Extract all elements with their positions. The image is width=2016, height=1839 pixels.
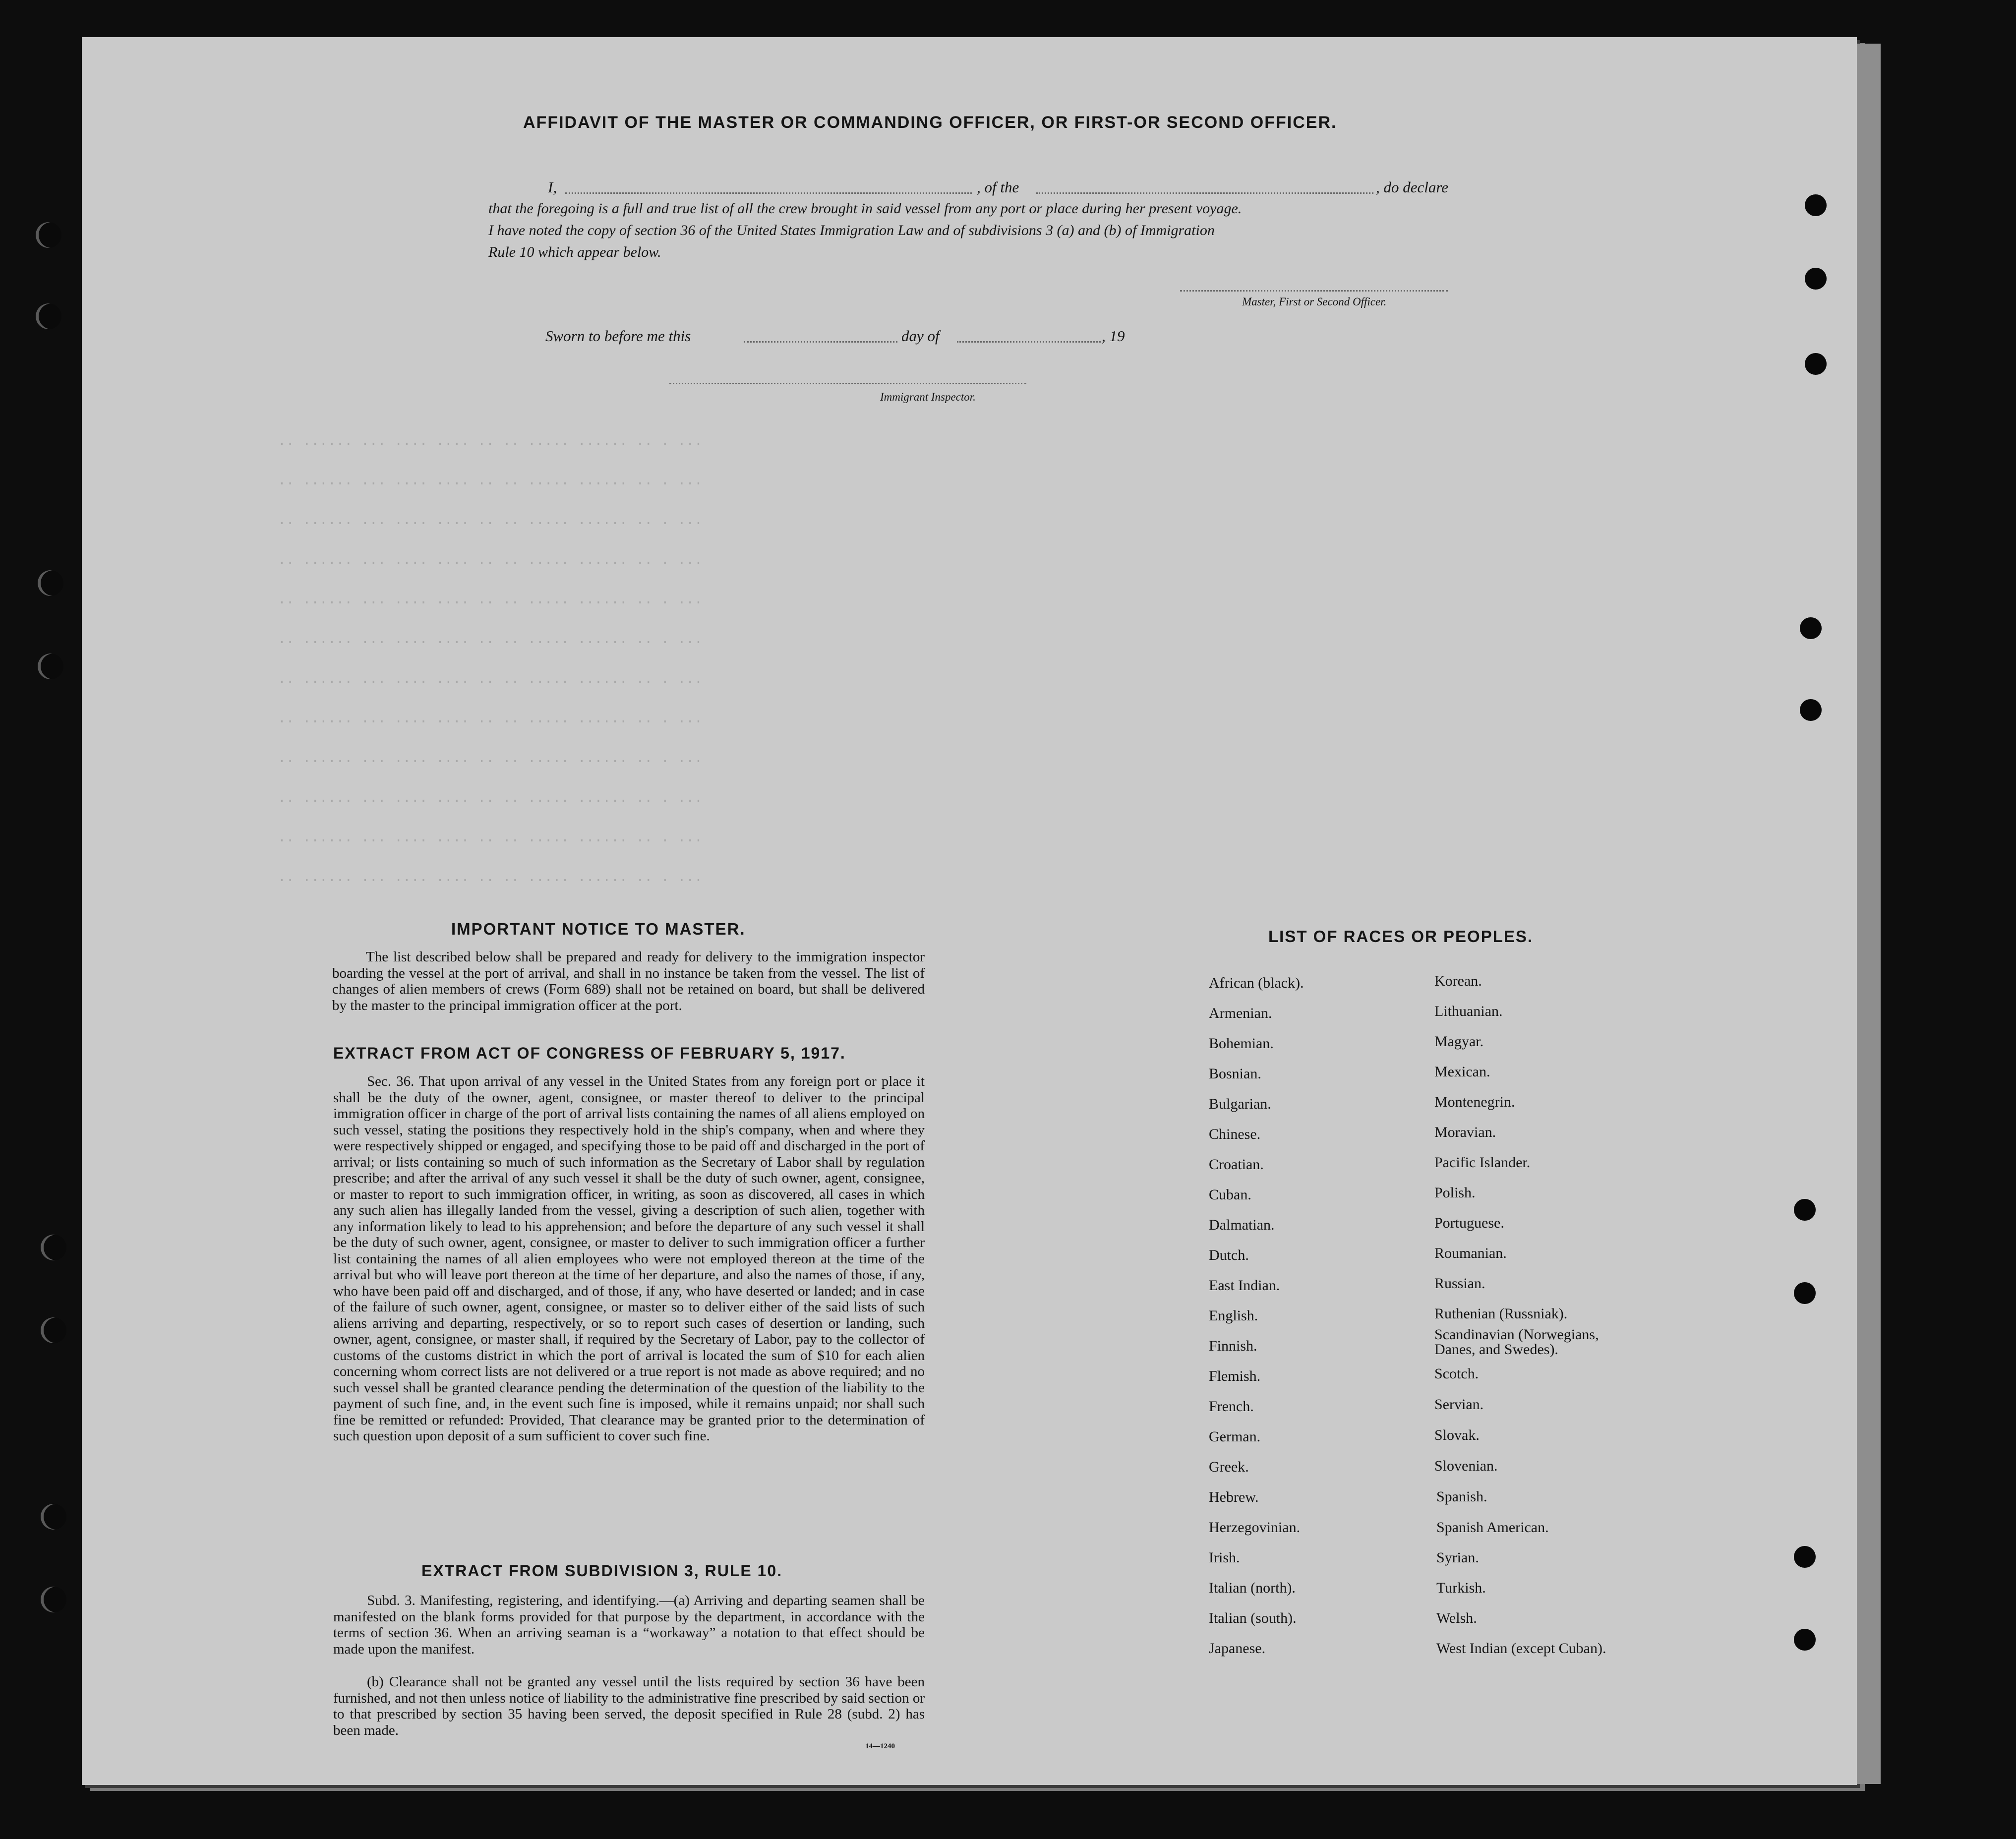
race-item: Italian (north). xyxy=(1209,1580,1296,1596)
race-item: West Indian (except Cuban). xyxy=(1436,1640,1606,1657)
punch-hole xyxy=(36,222,61,248)
punch-hole xyxy=(41,1235,66,1260)
vessel-blank[interactable] xyxy=(1036,192,1373,194)
sworn-text: Sworn to before me this xyxy=(545,327,691,345)
race-item: Korean. xyxy=(1434,973,1482,989)
sworn-month-blank[interactable] xyxy=(957,341,1101,343)
bleed-through: .. ...... ... .... .... .. .. ..... ...... .. . ... xyxy=(278,632,703,648)
race-item: African (black). xyxy=(1209,975,1304,991)
race-item: Greek. xyxy=(1209,1459,1249,1475)
race-item: Spanish American. xyxy=(1436,1519,1549,1536)
race-item: Moravian. xyxy=(1434,1124,1496,1140)
punch-hole xyxy=(1805,353,1827,375)
punch-hole xyxy=(41,1317,66,1343)
race-item: Bulgarian. xyxy=(1209,1096,1271,1112)
race-item: Montenegrin. xyxy=(1434,1094,1515,1110)
race-item: English. xyxy=(1209,1307,1258,1324)
race-item: Slovenian. xyxy=(1434,1458,1498,1474)
year-label: , 19 xyxy=(1102,327,1125,345)
bleed-through: .. ...... ... .... .... .. .. ..... ...... .. . ... xyxy=(278,791,703,806)
race-item: Scandinavian (Norwegians, Danes, and Swedes). xyxy=(1434,1326,1599,1358)
race-item: Russian. xyxy=(1434,1275,1485,1292)
punch-hole xyxy=(1800,617,1822,639)
race-item: Italian (south). xyxy=(1209,1610,1297,1626)
notice-title: IMPORTANT NOTICE TO MASTER. xyxy=(451,920,746,938)
race-item: French. xyxy=(1209,1398,1254,1415)
affidavit-title: AFFIDAVIT OF THE MASTER OR COMMANDING OFFICER, OR FIRST-OR SECOND OFFICER. xyxy=(523,113,1337,132)
race-item: Irish. xyxy=(1209,1549,1240,1566)
race-item: Hebrew. xyxy=(1209,1489,1259,1505)
bleed-through: .. ...... ... .... .... .. .. ..... ...... .. . ... xyxy=(278,474,703,489)
race-item: Magyar. xyxy=(1434,1033,1484,1050)
punch-hole xyxy=(1794,1546,1816,1568)
bleed-through: .. ...... ... .... .... .. .. ..... ...... .. . ... xyxy=(278,672,703,687)
affidavit-i-label: I, xyxy=(548,178,557,196)
rule-title: EXTRACT FROM SUBDIVISION 3, RULE 10. xyxy=(421,1562,783,1580)
inspector-label: Immigrant Inspector. xyxy=(880,391,976,403)
race-item: Portuguese. xyxy=(1434,1215,1504,1231)
race-item: Scotch. xyxy=(1434,1365,1479,1382)
signature-label: Master, First or Second Officer. xyxy=(1242,296,1387,308)
form-number: 14—1240 xyxy=(865,1742,895,1750)
race-item: Ruthenian (Russniak). xyxy=(1434,1305,1568,1322)
act-title: EXTRACT FROM ACT OF CONGRESS OF FEBRUARY 5, 1917. xyxy=(333,1044,846,1062)
bleed-through: .. ...... ... .... .... .. .. ..... ...... .. . ... xyxy=(278,831,703,846)
bleed-through: .. ...... ... .... .... .. .. ..... ...... .. . ... xyxy=(278,434,703,449)
race-item: Turkish. xyxy=(1436,1580,1486,1596)
race-item: Cuban. xyxy=(1209,1186,1251,1203)
rule-body-a: Subd. 3. Manifesting, registering, and identifying.—(a) Arriving and departing seamen shall be manifested on the blank forms provided for that purpose by the department, in accordance with the terms of section 36. When an arriving seaman is a “workaway” a notation to that effect should be made upon the manifest. xyxy=(333,1593,925,1657)
affidavit-declare-label: , do declare xyxy=(1376,178,1449,196)
sworn-day-blank[interactable] xyxy=(744,341,897,343)
punch-hole xyxy=(1805,268,1827,290)
affidavit-rule-line: Rule 10 which appear below. xyxy=(488,244,661,260)
bleed-through: .. ...... ... .... .... .. .. ..... ...... .. . ... xyxy=(278,553,703,568)
bleed-through: .. ...... ... .... .... .. .. ..... ...... .. . ... xyxy=(278,593,703,608)
punch-hole xyxy=(38,570,63,596)
race-item: German. xyxy=(1209,1428,1261,1445)
race-item: Spanish. xyxy=(1436,1488,1487,1505)
race-item: Servian. xyxy=(1434,1396,1484,1413)
race-item: Roumanian. xyxy=(1434,1245,1507,1261)
affidavit-noted-line: I have noted the copy of section 36 of the United States Immigration Law and of subdivisions 3 (a) and (b) of Immigration xyxy=(488,222,1215,238)
race-item: Bohemian. xyxy=(1209,1035,1274,1052)
signature-blank[interactable] xyxy=(1180,290,1448,292)
form-page xyxy=(82,37,1857,1785)
race-item: Chinese. xyxy=(1209,1126,1261,1142)
race-item: Flemish. xyxy=(1209,1368,1261,1384)
race-item: East Indian. xyxy=(1209,1277,1280,1294)
punch-hole xyxy=(1794,1629,1816,1651)
races-title: LIST OF RACES OR PEOPLES. xyxy=(1268,927,1534,946)
punch-hole xyxy=(41,1504,66,1530)
page-edge xyxy=(1857,44,1881,1784)
rule-body-b: (b) Clearance shall not be granted any vessel until the lists required by section 36 have been furnished, and not then unless notice of liability to the administrative fine prescribed by said section or to that prescribed by section 35 having been served, the deposit specified in Rule 28 (subd. 2) has been made. xyxy=(333,1674,925,1738)
race-item: Mexican. xyxy=(1434,1064,1490,1080)
punch-hole xyxy=(38,653,63,679)
race-item: Croatian. xyxy=(1209,1156,1264,1173)
punch-hole xyxy=(1794,1282,1816,1304)
race-item: Syrian. xyxy=(1436,1549,1479,1566)
bleed-through: .. ...... ... .... .... .. .. ..... ...... .. . ... xyxy=(278,712,703,727)
race-item: Dutch. xyxy=(1209,1247,1249,1263)
bleed-through: .. ...... ... .... .... .. .. ..... ...... .. . ... xyxy=(278,870,703,886)
inspector-signature-blank[interactable] xyxy=(669,383,1026,384)
race-item: Armenian. xyxy=(1209,1005,1272,1021)
affidavit-of-the-label: , of the xyxy=(977,178,1019,196)
punch-hole xyxy=(1805,194,1827,216)
punch-hole xyxy=(36,303,61,329)
act-body: Sec. 36. That upon arrival of any vessel in the United States from any foreign port or place it shall be the duty of the owner, agent, consignee, or master thereof to deliver to the principal immigration officer in charge of the port of arrival lists containing the names of all aliens employed on such vessel, stating the positions they respectively hold in the ship's company, when and where they were respectively shipped or engaged, and specifying those to be paid off and discharged in the port of arrival; or lists containing so much of such information as the Secretary of Labor shall by regulation prescribe; and after the arrival of any such vessel it shall be the duty of such owner, agent, consignee, or master to report to such immigration officer, in writing, as soon as discovered, all cases in which any such alien has illegally landed from the vessel, giving a description of such alien, together with any information likely to lead to his apprehension; and before the departure of any such vessel it shall be the duty of such owner, agent, consignee, or master to deliver to such immigration officer a further list containing the names of all alien employees who were not employed thereon at the time of the arrival but who will leave port thereon at the time of her departure, and also the names of those, if any, who have been paid off and discharged, and of those, if any, who have deserted or landed; and in case of the failure of such owner, agent, consignee, or master so to deliver either of the said lists of such aliens arriving and departing, respectively, or so to report such cases of desertion or landing, such owner, agent, consignee, or master shall, if required by the Secretary of Labor, pay to the collector of customs of the customs district in which the port of arrival is located the sum of $10 for each alien concerning whom correct lists are not delivered or a true report is not made as above required; and no such vessel shall be granted clearance pending the determination of the question of the liability to the payment of such fine, and, in the event such fine is imposed, while it remains unpaid; nor shall such fine be remitted or refunded: Provided, That clearance may be granted prior to the determination of such question upon deposit of a sum sufficient to cover such fine. xyxy=(333,1073,925,1444)
race-item: Bosnian. xyxy=(1209,1066,1261,1082)
punch-hole xyxy=(41,1587,66,1612)
race-item: Polish. xyxy=(1434,1185,1476,1201)
race-item: Finnish. xyxy=(1209,1338,1257,1354)
day-of-label: day of xyxy=(901,327,940,345)
race-item: Lithuanian. xyxy=(1434,1003,1503,1019)
bleed-through: .. ...... ... .... .... .. .. ..... ...... .. . ... xyxy=(278,751,703,767)
punch-hole xyxy=(1800,699,1822,721)
notice-body: The list described below shall be prepared and ready for delivery to the immigration inspector boarding the vessel at the port of arrival, and shall in no instance be taken from the vessel. The list of changes of alien members of crews (Form 689) shall not be retained on board, but shall be delivered by the master to the principal immigration officer at the port. xyxy=(332,949,925,1013)
race-item: Welsh. xyxy=(1436,1610,1477,1626)
affidavit-statement-line: that the foregoing is a full and true list of all the crew brought in said vessel from any port or place during her present voyage. xyxy=(488,200,1242,217)
punch-hole xyxy=(1794,1199,1816,1221)
race-item: Japanese. xyxy=(1209,1640,1266,1657)
bleed-through: .. ...... ... .... .... .. .. ..... ...... .. . ... xyxy=(278,513,703,529)
race-item: Dalmatian. xyxy=(1209,1217,1275,1233)
name-blank[interactable] xyxy=(565,192,972,194)
race-item: Herzegovinian. xyxy=(1209,1519,1301,1536)
race-item: Slovak. xyxy=(1434,1427,1480,1443)
race-item: Pacific Islander. xyxy=(1434,1154,1531,1171)
